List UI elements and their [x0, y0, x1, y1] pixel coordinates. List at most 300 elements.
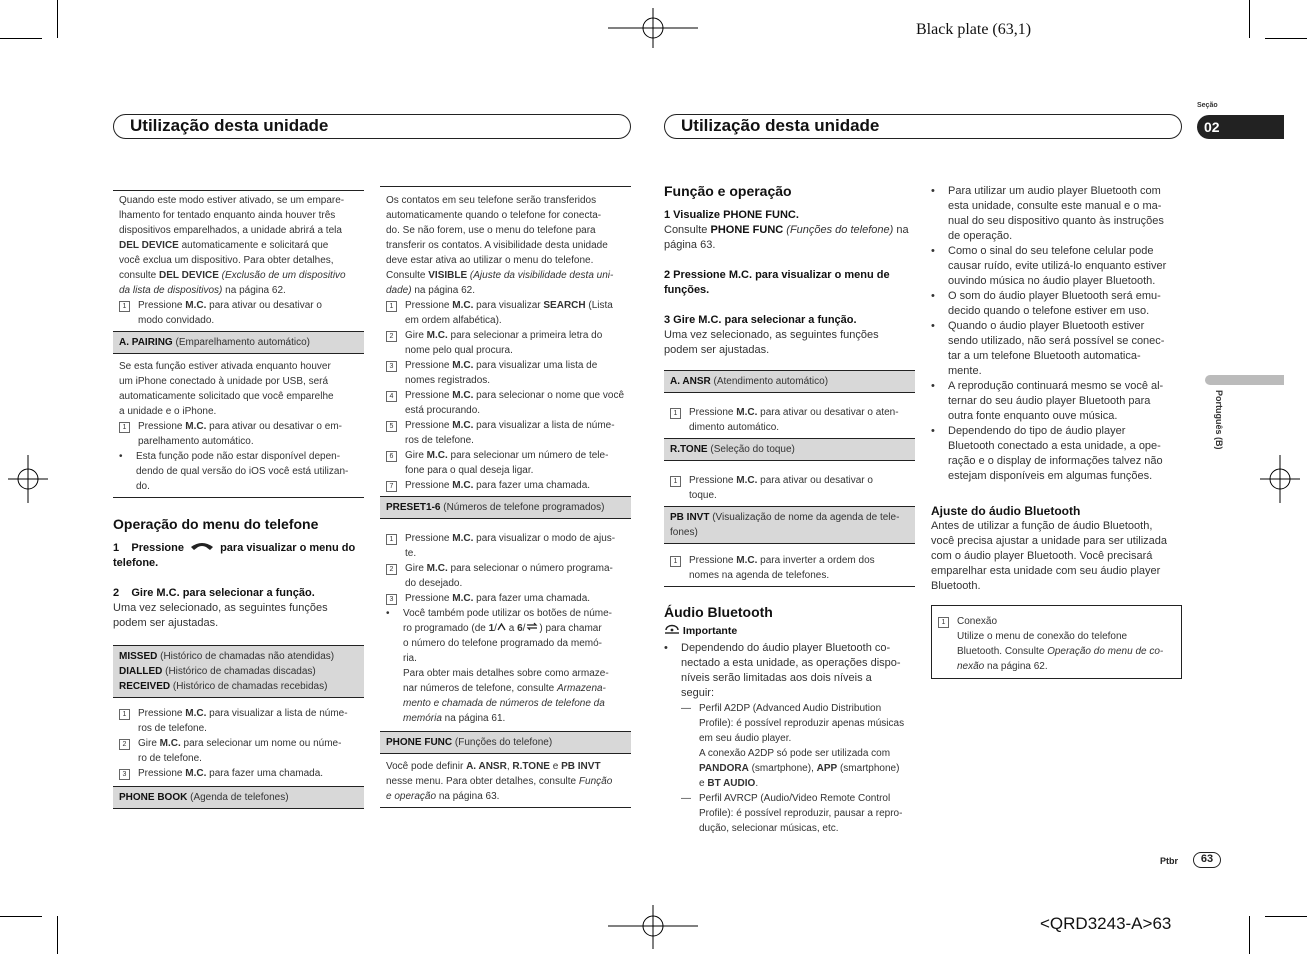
connection-box [931, 605, 1182, 679]
step-item [670, 553, 909, 583]
bullet-item [119, 449, 358, 494]
setting-header-pairing [113, 331, 364, 354]
phone-menu-steps [113, 541, 364, 631]
link-text: Operação do menu de co- [1047, 646, 1164, 657]
text-span: para selecionar o nome que você [473, 390, 625, 401]
crop-mark [0, 916, 42, 917]
text-span: Gire [405, 450, 427, 461]
phone-icon [189, 541, 215, 552]
column-2 [380, 186, 631, 808]
step-number: 2 [119, 739, 130, 750]
text-span: Pressione [131, 542, 184, 554]
text-line: mente. [948, 365, 982, 377]
step-number: 3 [386, 361, 397, 372]
search-label: SEARCH [543, 300, 586, 311]
step-item [119, 736, 358, 766]
setting-desc: (Visualização de nome da agenda de tele- [709, 512, 900, 523]
text-line: tar a um telefone Bluetooth automatica- [948, 350, 1141, 362]
text-span: na página 62. [222, 285, 286, 296]
text-line: nome pelo qual procura. [405, 345, 513, 356]
text-line: O som do áudio player Bluetooth será emu- [948, 290, 1161, 302]
step-heading: 1 Visualize PHONE FUNC. [664, 209, 799, 221]
text-span: para visualizar [473, 300, 544, 311]
text-line: dendo de qual versão do iOS você está utilizan- [136, 466, 349, 477]
link-text: Função [578, 776, 613, 787]
text-line: ros de telefone. [405, 435, 474, 446]
bullet: • [931, 185, 935, 197]
mc-key: M.C. [185, 708, 207, 719]
text-line: sendo utilizado, não será possível se conec- [948, 335, 1165, 347]
text-line: um iPhone conectado à unidade por USB, será [119, 376, 329, 387]
text-line: emparelhar esta unidade com seu áudio player [931, 565, 1161, 577]
step-number: 3 [386, 594, 397, 605]
text-span: Pressione [405, 390, 453, 401]
text-span: Pressione [689, 475, 737, 486]
column-4 [931, 184, 1182, 679]
text-line: te. [405, 548, 417, 559]
step-item [386, 531, 625, 561]
text-span: para selecionar a primeira letra do [447, 330, 603, 341]
step-item [938, 614, 1175, 674]
text-span: consulte [119, 270, 160, 281]
important-label: Importante [682, 625, 738, 637]
link-text: dade) [386, 285, 412, 296]
setting-desc: fones) [670, 527, 698, 538]
bullet-item [664, 641, 915, 701]
text-span: para fazer uma chamada. [206, 768, 324, 779]
setting-name: A. ANSR [466, 761, 507, 772]
step-item [119, 706, 358, 736]
crop-mark [0, 38, 42, 39]
text-line: transferir os contatos. A visibilidade desta unidade [386, 240, 608, 251]
step-number: 1 [113, 542, 120, 554]
step-number: 1 [670, 476, 681, 487]
del-device-link: DEL DEVICE [159, 270, 219, 281]
source-name: APP [816, 763, 838, 774]
mc-key: M.C. [426, 330, 448, 341]
step-number: 4 [386, 391, 397, 402]
text-line: você exclua um dispositivo. Para obter detalhes, [119, 255, 334, 266]
text-span: ro programado (de [403, 623, 489, 634]
step-item [386, 418, 625, 448]
setting-header-preset [380, 496, 631, 519]
phone-func-label: PHONE FUNC [710, 224, 784, 236]
mc-key: M.C. [426, 450, 448, 461]
text-span: Gire M.C. para selecionar a função. [131, 587, 315, 599]
text-line: de operação. [948, 230, 1013, 242]
text-line: telefone. [113, 557, 159, 569]
text-span: 1 [488, 623, 495, 634]
box-title: Conexão [957, 616, 998, 627]
history-steps [113, 698, 364, 783]
left-section-header: Utilização desta unidade [113, 114, 631, 139]
text-line: Quando o áudio player Bluetooth estiver [948, 320, 1145, 332]
text-line: esta unidade, consulte este manual e o ma- [948, 200, 1162, 212]
step-item [386, 561, 625, 591]
text-line: em ordem alfabética). [405, 315, 502, 326]
phone-menu-title: Operação do menu do telefone [113, 516, 319, 532]
bullet-item [931, 289, 1182, 319]
text-span: na página 62. [984, 661, 1048, 672]
setting-header-phone-func [380, 731, 631, 754]
setting-header-history [113, 645, 364, 698]
bullet: • [931, 290, 935, 302]
text-span: , [506, 761, 513, 772]
crop-mark [1249, 0, 1250, 38]
text-span: na página 63. [436, 791, 500, 802]
ansr-block [664, 393, 915, 438]
text-span: e [549, 761, 562, 772]
del-device-ref: DEL DEVICE [119, 240, 179, 251]
audio-bluetooth-title: Áudio Bluetooth [664, 604, 773, 620]
step-item [386, 358, 625, 388]
link-text: (Funções do telefone) [783, 224, 894, 236]
text-line: Dependendo do tipo de áudio player [948, 425, 1126, 437]
text-line: toque. [689, 490, 717, 501]
text-span: e [699, 778, 708, 789]
setting-header-pbinvt [664, 506, 915, 544]
step-number: 1 [119, 709, 130, 720]
setting-desc: (Histórico de chamadas recebidas) [170, 681, 328, 692]
text-line: ração e o display de informações talvez não [948, 455, 1163, 467]
section-number: 02 [1197, 115, 1284, 139]
text-span: para visualizar a lista de núme- [473, 420, 615, 431]
link-text: e operação [386, 791, 437, 802]
setting-name: A. PAIRING [119, 337, 173, 348]
column-3 [664, 184, 915, 836]
link-text: Armazena- [556, 683, 606, 694]
setting-desc: (Agenda de telefones) [187, 792, 289, 803]
link-text: da lista de dispositivos) [119, 285, 223, 296]
text-span: para ativar ou desativar o aten- [757, 407, 899, 418]
text-line: níveis serão limitadas aos dois níveis a [681, 672, 872, 684]
mc-key: M.C. [185, 768, 207, 779]
text-line: estejam disponíveis em algumas funções. [948, 470, 1153, 482]
text-line: nectado a esta unidade, as operações dispo- [681, 657, 901, 669]
step-item [386, 298, 625, 328]
registration-mark-bottom [608, 905, 698, 949]
setting-desc: (Seleção do toque) [707, 444, 795, 455]
text-line: você precisa ajustar a unidade para ser utilizada [931, 535, 1168, 547]
text-line: Bluetooth conectado a esta unidade, a ope- [948, 440, 1161, 452]
mc-key: M.C. [452, 533, 474, 544]
text-line: Esta função pode não estar disponível depen- [136, 451, 341, 462]
text-line: seguir: [681, 687, 715, 699]
text-line: causar ruído, evite utilizá-lo enquanto estiver [948, 260, 1167, 272]
function-steps [664, 208, 915, 358]
text-span: Pressione [138, 300, 186, 311]
text-span: Bluetooth. Consulte [957, 646, 1048, 657]
link-text: nexão [957, 661, 985, 672]
text-line: dispositivos emparelhados, a unidade abrirá a tela [119, 225, 342, 236]
step-number: 1 [670, 556, 681, 567]
text-span: para fazer uma chamada. [473, 593, 591, 604]
text-line: A reprodução continuará mesmo se você al- [948, 380, 1164, 392]
text-span: Consulte [664, 224, 711, 236]
text-line: do. Se não forem, use o menu do telefone para [386, 225, 596, 236]
text-line: outra fonte enquanto ouve música. [948, 410, 1118, 422]
text-line: Perfil A2DP (Advanced Audio Distribution [699, 703, 882, 714]
bullet: • [664, 642, 668, 654]
step-number: 2 [386, 564, 397, 575]
section-label: Seção [1197, 102, 1218, 109]
text-line: ro de telefone. [138, 753, 202, 764]
bullet: • [931, 380, 935, 392]
pbinvt-block [664, 544, 915, 587]
text-span: na página 61. [441, 713, 506, 724]
right-section-header: Utilização desta unidade [664, 114, 1182, 139]
text-line: Profile): é possível reproduzir, pausar a repro- [699, 808, 903, 819]
setting-name: A. ANSR [670, 376, 711, 387]
text-span: Gire [405, 563, 427, 574]
setting-name: PRESET1-6 [386, 502, 441, 513]
text-line: Como o sinal do seu telefone celular pode [948, 245, 1154, 257]
text-line: podem ser ajustadas. [664, 344, 770, 356]
text-span: Pressione [405, 593, 453, 604]
text-line: dimento automático. [689, 422, 780, 433]
text-span: Pressione [138, 421, 186, 432]
text-line: com o áudio player Bluetooth. Você precisará [931, 550, 1153, 562]
profile-item [681, 791, 915, 836]
source-name: BT AUDIO [707, 778, 756, 789]
mc-key: M.C. [452, 420, 474, 431]
adjust-bluetooth-title: Ajuste do áudio Bluetooth [931, 504, 1081, 518]
text-line: Para utilizar um audio player Bluetooth com [948, 185, 1161, 197]
text-span: para selecionar o número programa- [447, 563, 613, 574]
step-item [119, 419, 358, 449]
step-item [119, 298, 358, 328]
text-span: nesse menu. Para obter detalhes, consulte [386, 776, 579, 787]
rtone-block [664, 461, 915, 506]
text-line: Uma vez selecionado, as seguintes funções [664, 329, 879, 341]
crop-mark [1265, 916, 1307, 917]
step-item [386, 328, 625, 358]
text-span: Pressione [138, 708, 186, 719]
text-span: (smartphone) [837, 763, 900, 774]
text-line: decido quando o telefone estiver em uso. [948, 305, 1150, 317]
text-span: para visualizar o menu do [220, 542, 356, 554]
link-text: (Exclusão de um dispositivo [218, 270, 346, 281]
text-span: Pressione [405, 300, 453, 311]
setting-desc: (Emparelhamento automático) [172, 337, 311, 348]
profile-list [664, 701, 915, 836]
text-span: Pressione [405, 360, 453, 371]
step-number: 2 [386, 331, 397, 342]
function-operation-title: Função e operação [664, 183, 792, 199]
mc-key: M.C. [452, 300, 474, 311]
setting-name: DIALLED [119, 666, 163, 677]
text-line: automaticamente solicitado que você emparelhe [119, 391, 334, 402]
text-line: lhamento for tentado enquanto ainda houver três [119, 210, 336, 221]
bullet: • [119, 451, 123, 462]
bullet-item [386, 606, 625, 726]
text-line: Utilize o menu de conexão do telefone [957, 631, 1128, 642]
text-span: Pressione [689, 407, 737, 418]
step-number: 1 [119, 301, 130, 312]
text-span: a [505, 623, 518, 634]
setting-name: RECEIVED [119, 681, 171, 692]
step-number: 1 [386, 301, 397, 312]
text-line: Perfil AVRCP (Audio/Video Remote Control [699, 793, 891, 804]
text-line: Antes de utilizar a função de áudio Bluetooth, [931, 520, 1153, 532]
text-line: automaticamente quando o telefone for conecta- [386, 210, 602, 221]
link-text: memória [403, 713, 442, 724]
language-tab-bar [1205, 375, 1284, 385]
setting-name: R.TONE [512, 761, 550, 772]
mc-key: M.C. [185, 300, 207, 311]
step-item [386, 388, 625, 418]
step-item [119, 766, 358, 781]
text-line: ria. [403, 653, 417, 664]
text-span: Pressione [138, 768, 186, 779]
step-number: 7 [386, 481, 397, 492]
page-number: 63 [1193, 852, 1221, 868]
text-span: para selecionar um número de tele- [447, 450, 609, 461]
bullet: • [931, 320, 935, 332]
source-name: PANDORA [699, 763, 749, 774]
text-line: Dependendo do áudio player Bluetooth co- [681, 642, 891, 654]
text-span: na [893, 224, 909, 236]
step-number: 1 [670, 408, 681, 419]
step-heading: 2 Pressione M.C. para visualizar o menu de [664, 269, 890, 281]
setting-name: PB INVT [561, 761, 601, 772]
bullet-item [931, 244, 1182, 289]
text-span: Você pode definir [386, 761, 467, 772]
text-line: do. [136, 481, 150, 492]
text-line: a unidade e o iPhone. [119, 406, 217, 417]
mc-key: M.C. [452, 593, 474, 604]
text-span: (Lista [585, 300, 613, 311]
text-line: Profile): é possível reproduzir apenas músicas [699, 718, 905, 729]
text-span: para ativar ou desativar o [206, 300, 322, 311]
setting-header-rtone [664, 438, 915, 461]
text-span: para inverter a ordem dos [757, 555, 875, 566]
text-span: Gire [138, 738, 160, 749]
text-span: para visualizar a lista de núme- [206, 708, 348, 719]
step-heading: funções. [664, 284, 710, 296]
text-line: nual do seu dispositivo quanto às instruções [948, 215, 1164, 227]
text-line: Os contatos em seu telefone serão transferidos [386, 195, 597, 206]
language-tab: Português (B) [1214, 390, 1224, 450]
step-item [670, 473, 909, 503]
text-line: modo convidado. [138, 315, 215, 326]
crop-mark [57, 0, 58, 38]
mc-key: M.C. [736, 555, 758, 566]
text-line: do desejado. [405, 578, 463, 589]
crop-mark [1265, 38, 1307, 39]
setting-name: PB INVT [670, 512, 710, 523]
crop-mark [1249, 916, 1250, 954]
mc-key: M.C. [736, 407, 758, 418]
text-line: podem ser ajustadas. [113, 617, 219, 629]
setting-desc: (Números de telefone programados) [440, 502, 605, 513]
text-span: nar números de telefone, consulte [403, 683, 557, 694]
footer-language: Ptbr [1160, 856, 1178, 866]
plate-label: Black plate (63,1) [916, 21, 1032, 38]
repeat-icon [525, 622, 539, 631]
footer-code: <QRD3243-A>63 [1040, 914, 1172, 933]
step-heading: 3 Gire M.C. para selecionar a função. [664, 314, 857, 326]
text-span: ) para chamar [539, 623, 602, 634]
setting-header-phone-book [113, 786, 364, 809]
text-span: para ativar ou desativar o em- [206, 421, 342, 432]
setting-desc: (Funções do telefone) [452, 737, 553, 748]
text-span: (smartphone), [748, 763, 817, 774]
text-span: / [494, 623, 497, 634]
important-icon [664, 624, 680, 636]
registration-mark-right [1260, 455, 1300, 503]
text-line: ros de telefone. [138, 723, 207, 734]
text-line: Uma vez selecionado, as seguintes funções [113, 602, 328, 614]
visible-link: VISIBLE [428, 270, 468, 281]
dash: — [681, 793, 691, 804]
text-span: para ativar ou desativar o [757, 475, 873, 486]
text-line: parelhamento automático. [138, 436, 254, 447]
column-1 [113, 190, 364, 809]
mc-key: M.C. [452, 480, 474, 491]
bullet: • [386, 608, 390, 619]
mc-key: M.C. [185, 421, 207, 432]
setting-desc: (Histórico de chamadas não atendidas) [157, 651, 335, 662]
text-span: para selecionar um nome ou núme- [180, 738, 342, 749]
bullet: • [931, 425, 935, 437]
text-line: Você também pode utilizar os botões de núme- [403, 608, 613, 619]
text-span: Gire [405, 330, 427, 341]
preset-block [380, 519, 631, 729]
text-span: . [755, 778, 759, 789]
text-span: Consulte [386, 270, 429, 281]
text-line: Se esta função estiver ativada enquanto houver [119, 361, 331, 372]
text-span: 6 [517, 623, 523, 634]
text-line: deve estar ativa ao utilizar o menu do telefone. [386, 255, 594, 266]
text-span: para visualizar uma lista de [473, 360, 598, 371]
profile-item [681, 701, 915, 791]
step-item [386, 591, 625, 606]
text-line: dução, selecionar músicas, etc. [699, 823, 839, 834]
up-arrow-icon [497, 623, 506, 631]
text-line: A conexão A2DP só pode ser utilizada com [699, 748, 891, 759]
step-number: 2 [113, 587, 120, 599]
mc-key: M.C. [452, 390, 474, 401]
text-span: Pressione [405, 420, 453, 431]
guest-mode-block [113, 190, 364, 328]
text-span: Pressione [689, 555, 737, 566]
text-line: nomes na agenda de telefones. [689, 570, 830, 581]
setting-name: PHONE BOOK [119, 792, 188, 803]
text-line: está procurando. [405, 405, 481, 416]
step-number: 1 [386, 534, 397, 545]
step-number: 1 [938, 617, 949, 628]
mc-key: M.C. [159, 738, 181, 749]
setting-desc: (Histórico de chamadas discadas) [162, 666, 316, 677]
text-span: para fazer uma chamada. [473, 480, 591, 491]
step-item [670, 405, 909, 435]
bullet-item [931, 184, 1182, 244]
text-line: Quando este modo estiver ativado, se um empare- [119, 195, 345, 206]
phone-func-block [380, 754, 631, 808]
text-span: Pressione [405, 533, 453, 544]
text-span: para visualizar o modo de ajus- [473, 533, 616, 544]
registration-mark-top [608, 8, 698, 48]
text-line: página 63. [664, 239, 716, 251]
setting-desc: (Atendimento automático) [710, 376, 829, 387]
step-number: 1 [119, 422, 130, 433]
setting-header-ansr [664, 370, 915, 393]
text-line: em seu áudio player. [699, 733, 792, 744]
text-line: ternar do seu áudio player Bluetooth para [948, 395, 1151, 407]
dash: — [681, 703, 691, 714]
text-line: o número do telefone programado da memó- [403, 638, 603, 649]
